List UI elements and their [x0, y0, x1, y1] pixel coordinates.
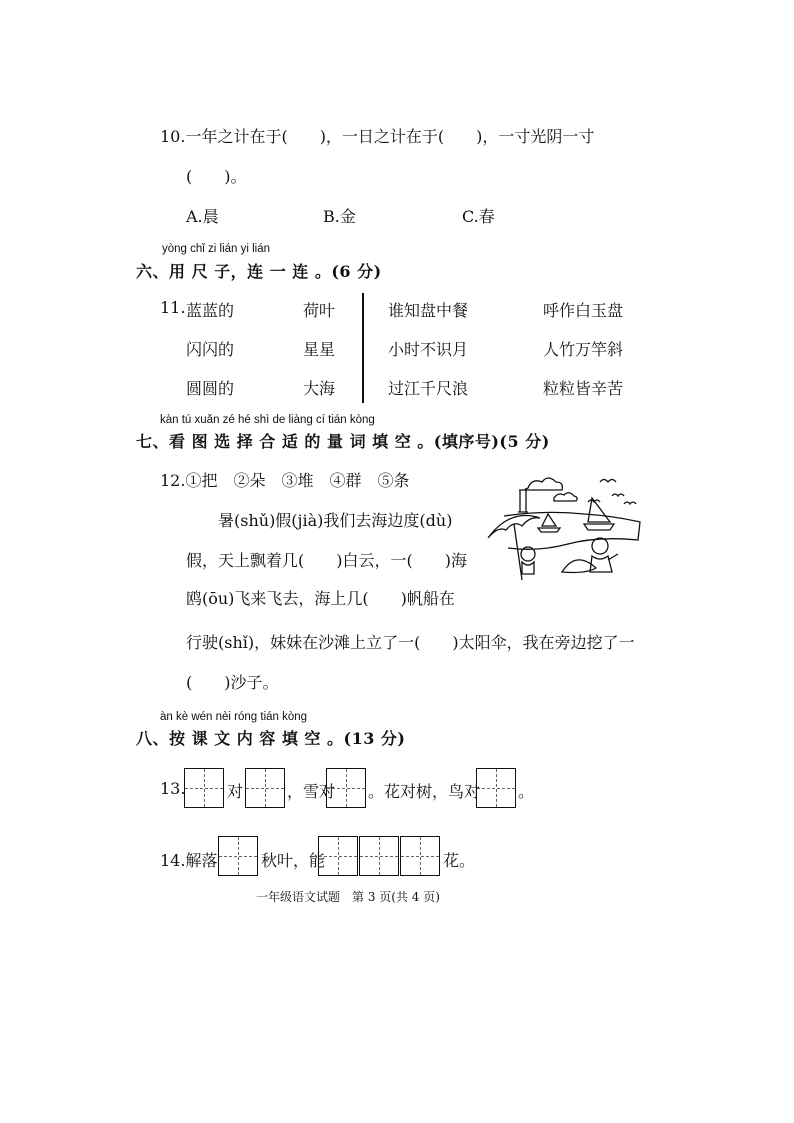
tian-grid-box[interactable]: [184, 768, 224, 808]
cloud-icon: [554, 493, 577, 501]
q10-line1: 10.一年之计在于( )，一日之计在于( )，一寸光阴一寸: [160, 127, 595, 146]
section7-pinyin: kàn tú xuǎn zé hé shì de liàng cí tián kòng: [160, 414, 375, 426]
tian-grid-box[interactable]: [400, 836, 440, 876]
q12-line: 假，天上飘着几( )白云，一( )海: [186, 551, 467, 570]
page-footer: 一年级语文试题 第 3 页(共 4 页): [256, 890, 440, 904]
q13-text: 对: [227, 782, 244, 801]
q10-option-c: C.春: [462, 207, 495, 226]
col3-item: 过江千尺浪: [388, 379, 469, 398]
q11-number: 11.: [160, 298, 186, 317]
col1-item: 闪闪的: [186, 340, 235, 359]
tian-grid-box[interactable]: [476, 768, 516, 808]
q13-text: ，雪对: [287, 782, 336, 801]
col3-item: 谁知盘中餐: [388, 301, 469, 320]
col1-item: 蓝蓝的: [186, 301, 235, 320]
q13-text: 。: [518, 782, 535, 801]
tian-grid-box[interactable]: [218, 836, 258, 876]
section7-title: 七、看 图 选 择 合 适 的 量 词 填 空 。(填序号)(5 分): [136, 432, 550, 451]
col2-item: 荷叶: [303, 301, 336, 320]
section6-title: 六、用 尺 子，连 一 连 。(6 分): [136, 262, 382, 281]
q13-text: 。花对树，鸟对: [368, 782, 481, 801]
col4-item: 人竹万竿斜: [543, 340, 624, 359]
section8-title: 八、按 课 文 内 容 填 空 。(13 分): [136, 729, 406, 748]
tian-grid-box[interactable]: [245, 768, 285, 808]
q12-line: 暑(shǔ)假(jià)我们去海边度(dù): [218, 511, 453, 530]
q13-number: 13.: [160, 779, 186, 798]
col3-item: 小时不识月: [388, 340, 469, 359]
col1-item: 圆圆的: [186, 379, 235, 398]
bird-icon: [600, 480, 616, 483]
tian-grid-box[interactable]: [326, 768, 366, 808]
q12-line: 行驶(shǐ)，妹妹在沙滩上立了一( )太阳伞，我在旁边挖了一: [186, 633, 635, 652]
section8-pinyin: àn kè wén nèi róng tián kòng: [160, 711, 308, 723]
tian-grid-box[interactable]: [359, 836, 399, 876]
bird-icon: [624, 502, 636, 504]
q10-option-b: B.金: [323, 207, 356, 226]
q14-text: 秋叶，能: [261, 851, 326, 870]
q14-number: 14.解落: [160, 851, 218, 870]
col4-item: 呼作白玉盘: [543, 301, 624, 320]
beach-illustration: [484, 466, 644, 596]
boy-icon: [592, 538, 608, 554]
tian-grid-box[interactable]: [318, 836, 358, 876]
col2-item: 星星: [303, 340, 336, 359]
col4-item: 粒粒皆辛苦: [543, 379, 624, 398]
col2-item: 大海: [303, 379, 336, 398]
bird-icon: [612, 494, 624, 496]
q12-options: 12.①把 ②朵 ③堆 ④群 ⑤条: [160, 471, 410, 490]
column-divider: [362, 293, 364, 403]
q12-line: 鸥(ōu)飞来飞去，海上几( )帆船在: [186, 589, 455, 608]
q12-line: ( )沙子。: [186, 673, 279, 692]
sailboat-icon: [538, 514, 560, 532]
q10-option-a: A.晨: [186, 207, 219, 226]
section6-pinyin: yòng chǐ zi lián yi lián: [162, 243, 271, 255]
cloud-icon: [525, 478, 562, 490]
lighthouse-icon: [518, 490, 528, 512]
q10-line2: ( )。: [186, 167, 247, 186]
q14-text: 花。: [443, 851, 476, 870]
